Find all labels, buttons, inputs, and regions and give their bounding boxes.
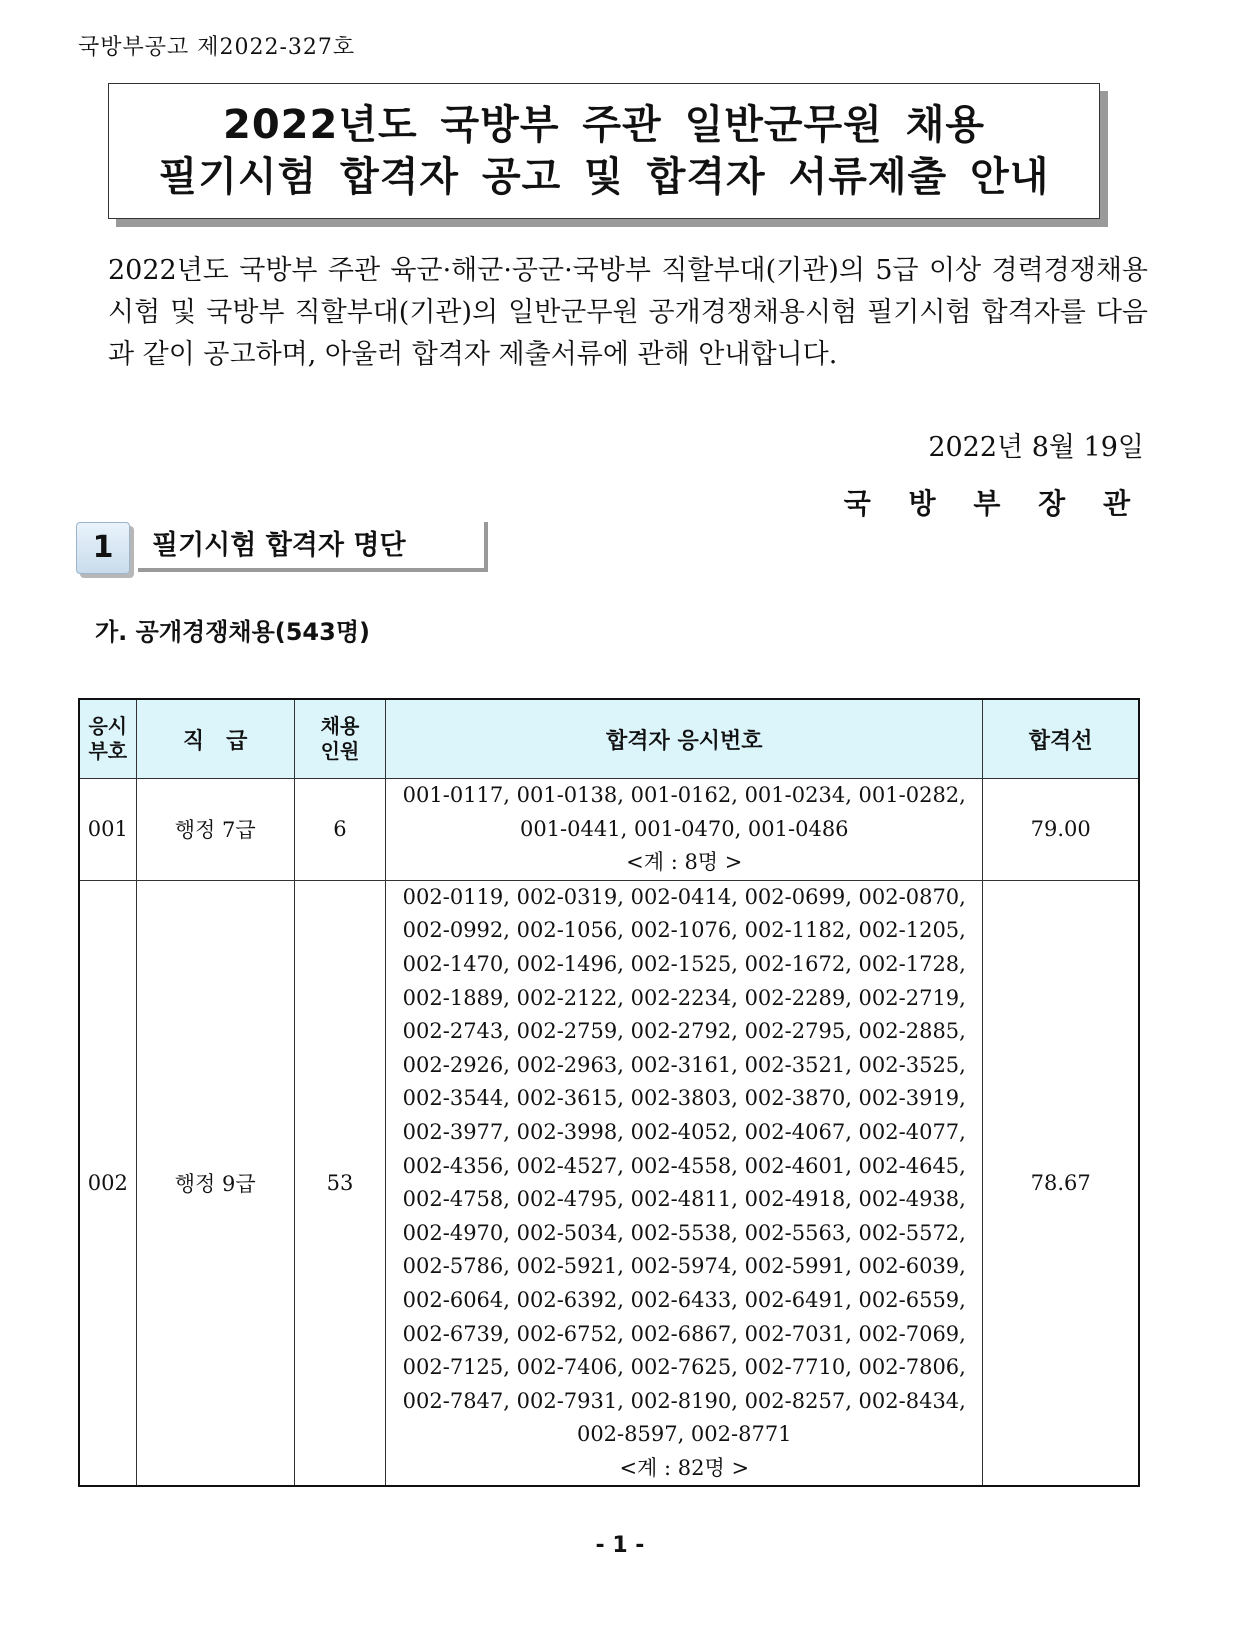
cell-numbers	[386, 880, 983, 1486]
subsection-title: 가. 공개경쟁채용(543명)	[95, 618, 370, 646]
number-line: <계 : 82명 >	[619, 1455, 750, 1480]
header-code-line2: 부호	[88, 739, 128, 763]
cell-quota: 53	[294, 880, 385, 1486]
number-line: 002-4970, 002-5034, 002-5538, 002-5563, 002-5572,	[402, 1220, 966, 1245]
number-line: 002-8597, 002-8771	[576, 1422, 792, 1447]
cell-cutoff: 78.67	[983, 880, 1139, 1486]
notice-date: 2022년 8월 19일	[928, 432, 1144, 463]
table-body	[79, 779, 1139, 1487]
header-code	[79, 699, 136, 779]
results-table	[78, 698, 1140, 1487]
number-line: 002-1889, 002-2122, 002-2234, 002-2289, 002-2719,	[402, 985, 966, 1010]
number-line: 002-7125, 002-7406, 002-7625, 002-7710, 002-7806,	[402, 1355, 966, 1380]
number-line: 002-0119, 002-0319, 002-0414, 002-0699, 002-0870,	[402, 884, 966, 909]
notice-number: 국방부공고 제2022-327호	[78, 35, 356, 60]
cell-quota: 6	[294, 779, 385, 881]
number-line: 002-3977, 002-3998, 002-4052, 002-4067, 002-4077,	[402, 1119, 966, 1144]
header-code-line1: 응시	[88, 714, 128, 738]
number-line: 002-0992, 002-1056, 002-1076, 002-1182, 002-1205,	[402, 918, 966, 943]
number-line: 002-7847, 002-7931, 002-8190, 002-8257, 002-8434,	[402, 1388, 966, 1413]
title-line-2: 필기시험 합격자 공고 및 합격자 서류제출 안내	[158, 154, 1050, 200]
table-row	[79, 880, 1139, 1486]
number-line: 001-0441, 001-0470, 001-0486	[519, 816, 849, 841]
cell-grade: 행정 9급	[136, 880, 294, 1486]
number-line: 002-6739, 002-6752, 002-6867, 002-7031, 002-7069,	[402, 1321, 966, 1346]
cell-code: 002	[79, 880, 136, 1486]
header-quota-line1: 채용	[320, 714, 360, 738]
number-line: <계 : 8명 >	[626, 850, 743, 875]
cell-cutoff: 79.00	[983, 779, 1139, 881]
number-line: 002-4758, 002-4795, 002-4811, 002-4918, 002-4938,	[402, 1187, 966, 1212]
number-line: 002-1470, 002-1496, 002-1525, 002-1672, 002-1728,	[402, 951, 966, 976]
title-box	[108, 83, 1100, 219]
header-quota-line2: 인원	[320, 739, 360, 763]
header-grade: 직 급	[136, 699, 294, 779]
table-header-row	[79, 699, 1139, 779]
header-quota	[294, 699, 385, 779]
cell-code: 001	[79, 779, 136, 881]
section-title: 필기시험 합격자 명단	[138, 522, 488, 572]
issuer: 국 방 부 장 관	[843, 487, 1144, 520]
number-line: 001-0117, 001-0138, 001-0162, 001-0234, 001-0282,	[402, 783, 966, 807]
number-line: 002-6064, 002-6392, 002-6433, 002-6491, 002-6559,	[402, 1287, 966, 1312]
number-line: 002-5786, 002-5921, 002-5974, 002-5991, 002-6039,	[402, 1254, 966, 1279]
title-line-1: 2022년도 국방부 주관 일반군무원 채용	[223, 102, 985, 148]
number-line: 002-4356, 002-4527, 002-4558, 002-4601, 002-4645,	[402, 1153, 966, 1178]
page-number: - 1 -	[595, 1533, 645, 1558]
cell-numbers	[386, 779, 983, 881]
number-line: 002-3544, 002-3615, 002-3803, 002-3870, 002-3919,	[402, 1086, 966, 1111]
cell-grade: 행정 7급	[136, 779, 294, 881]
number-line: 002-2743, 002-2759, 002-2792, 002-2795, 002-2885,	[402, 1019, 966, 1044]
table-row	[79, 779, 1139, 881]
intro-paragraph: 2022년도 국방부 주관 육군·해군·공군·국방부 직할부대(기관)의 5급 이상 경력경쟁채용시험 및 국방부 직할부대(기관)의 일반군무원 공개경쟁채용시험 필기시험 합격자를 다음과 같이 공고하며, 아울러 합격자 제출서류에 관해 안내합니다.	[108, 255, 1149, 370]
number-line: 002-2926, 002-2963, 002-3161, 002-3521, 002-3525,	[402, 1052, 966, 1077]
section-number: 1	[76, 522, 130, 574]
header-numbers: 합격자 응시번호	[386, 699, 983, 779]
header-cutoff: 합격선	[983, 699, 1139, 779]
